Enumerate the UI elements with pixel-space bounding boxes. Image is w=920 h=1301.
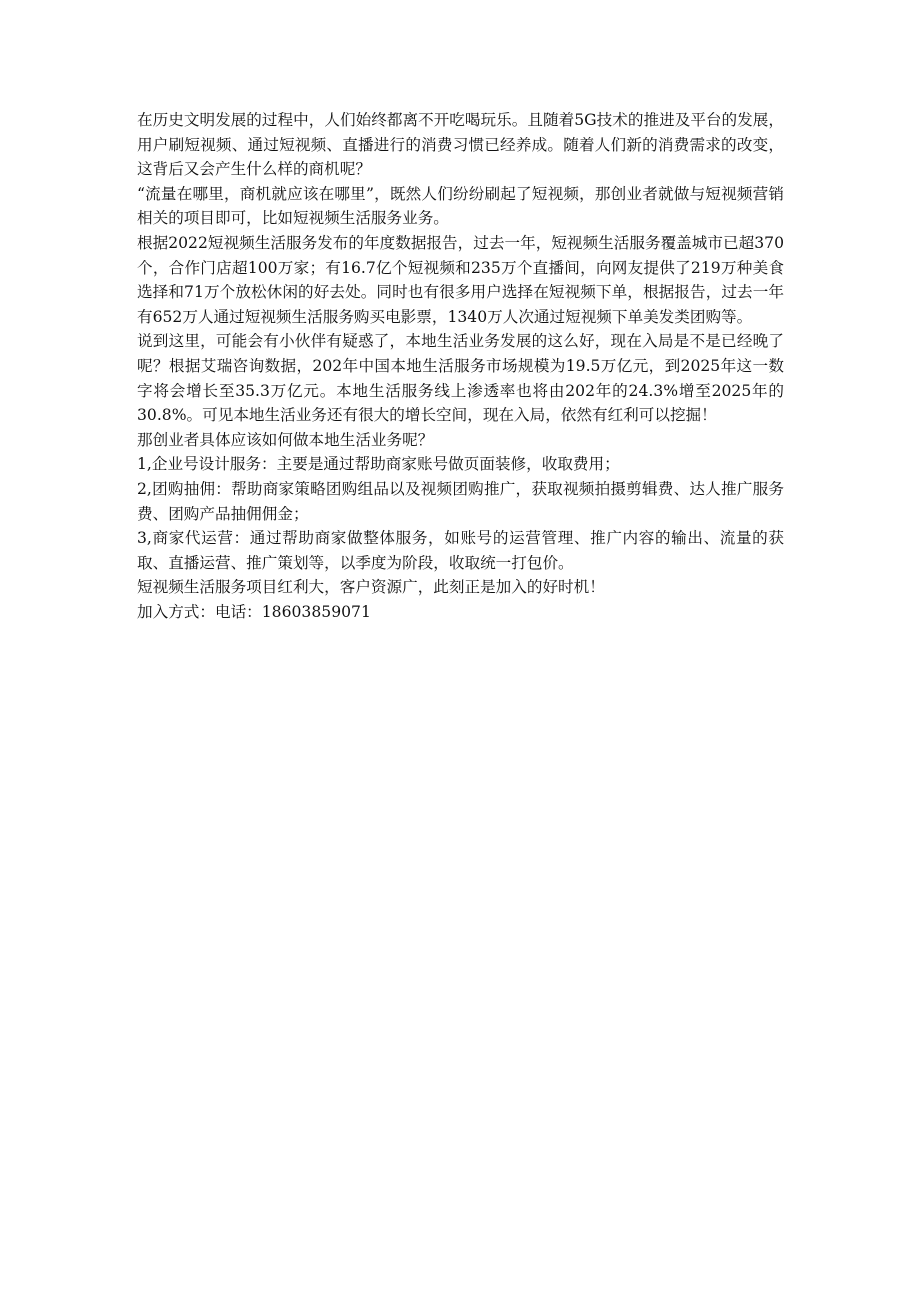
list-item-enterprise-design: 1,企业号设计服务：主要是通过帮助商家账号做页面装修，收取费用； [137, 455, 620, 474]
list-item-merchant-operation: 3,商家代运营：通过帮助商家做整体服务，如账号的运营管理、推广内容的输出、流量的获取、直播运营、推广策划等，以季度为阶段，收取统一打包价。 [137, 529, 784, 572]
document-body [137, 108, 784, 624]
paragraph-contact: 加入方式：电话：18603859071 [137, 602, 371, 621]
paragraph-intro: 在历史文明发展的过程中，人们始终都离不开吃喝玩乐。且随着5G技术的推进及平台的发展，用户刷短视频、通过短视频、直播进行的消费习惯已经养成。随着人们新的消费需求的改变，这背后又会产生什么样的商机呢？ [137, 111, 784, 179]
paragraph-traffic-quote: “流量在哪里，商机就应该在哪里”，既然人们纷纷刷起了短视频，那创业者就做与短视频营销相关的项目即可，比如短视频生活服务业务。 [137, 184, 784, 228]
paragraph-annual-report: 根据2022短视频生活服务发布的年度数据报告，过去一年，短视频生活服务覆盖城市已超370个，合作门店超100万家；有16.7亿个短视频和235万个直播间，向网友提供了219万种美食选择和71万个放松休闲的好去处。同时也有很多用户选择在短视频下单，根据报告，过去一年有652万人通过短视频生活服务购买电影票，1340万人次通过短视频下单美发类团购等。 [137, 233, 784, 326]
list-item-group-buy-commission: 2,团购抽佣：帮助商家策略团购组品以及视频团购推广，获取视频拍摄剪辑费、达人推广服务费、团购产品抽佣佣金； [137, 479, 784, 523]
paragraph-how-to-question: 那创业者具体应该如何做本地生活业务呢？ [137, 430, 434, 449]
paragraph-opportunity: 短视频生活服务项目红利大，客户资源广，此刻正是加入的好时机！ [137, 578, 605, 597]
paragraph-market-growth: 说到这里，可能会有小伙伴有疑惑了，本地生活业务发展的这么好，现在入局是不是已经晚了呢？根据艾瑞咨询数据，202年中国本地生活服务市场规模为19.5万亿元，到2025年这一数字将会增长至35.3万亿元。本地生活服务线上渗透率也将由202年的24.3%增至2025年的30.8%。可见本地生活业务还有很大的增长空间，现在入局，依然有红利可以挖掘！ [137, 332, 784, 425]
